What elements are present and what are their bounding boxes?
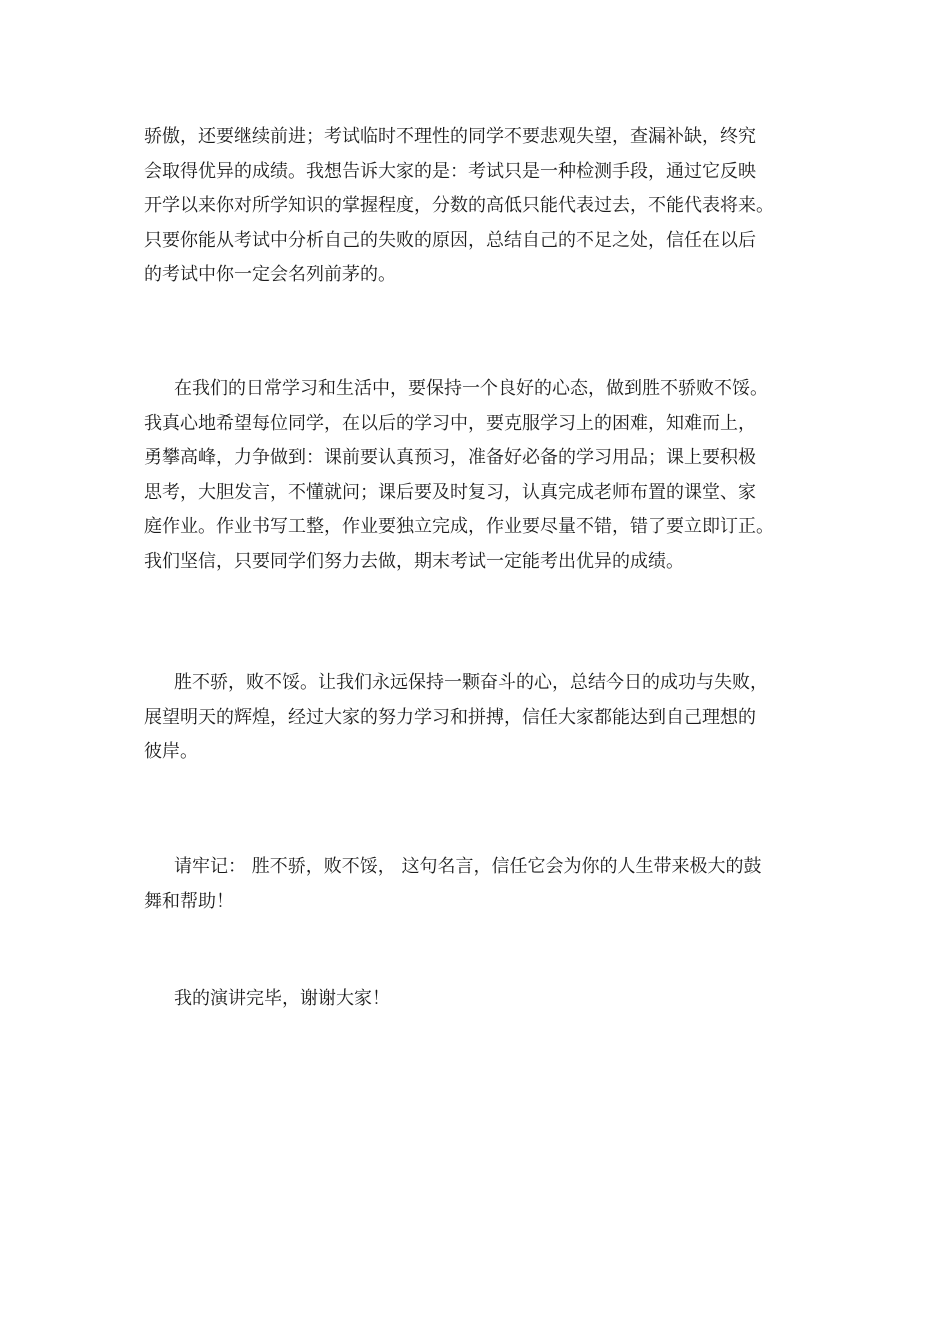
paragraph-line: 舞和帮助！	[144, 890, 234, 912]
paragraph-line: 思考，大胆发言，不懂就问；课后要及时复习，认真完成老师布置的课堂、家	[144, 481, 756, 503]
paragraph-line: 我真心地希望每位同学，在以后的学习中，要克服学习上的困难，知难而上，	[144, 412, 756, 434]
paragraph-line: 勇攀高峰，力争做到：课前要认真预习，准备好必备的学习用品；课上要积极	[144, 447, 756, 468]
paragraph-line: 在我们的日常学习和生活中，要保持一个良好的心态，做到胜不骄败不馁。	[174, 378, 768, 399]
paragraph-line: 骄傲，还要继续前进；考试临时不理性的同学不要悲观失望，查漏补缺，终究	[144, 126, 756, 147]
paragraph-line: 胜不骄，败不馁。让我们永远保持一颗奋斗的心，总结今日的成功与失败，	[174, 672, 768, 693]
paragraph-line: 我们坚信，只要同学们努力去做，期末考试一定能考出优异的成绩。	[144, 550, 684, 572]
paragraph-line: 的考试中你一定会名列前茅的。	[144, 264, 396, 285]
paragraph-line: 庭作业。作业书写工整，作业要独立完成，作业要尽量不错，错了要立即订正。	[144, 516, 774, 537]
paragraph-line: 彼岸。	[144, 741, 198, 762]
paragraph-line: 我的演讲完毕，谢谢大家！	[174, 988, 390, 1009]
paragraph-line: 只要你能从考试中分析自己的失败的原因，总结自己的不足之处，信任在以后	[144, 229, 756, 251]
paragraph-line: 请牢记： 胜不骄，败不馁， 这句名言，信任它会为你的人生带来极大的鼓	[174, 856, 762, 877]
paragraph-study-attitude	[144, 372, 812, 579]
paragraph-closing	[144, 982, 812, 1017]
paragraph-line: 展望明天的辉煌，经过大家的努力学习和拼搏，信任大家都能达到自己理想的	[144, 706, 756, 728]
paragraph-continuation	[144, 120, 812, 293]
paragraph-line: 开学以来你对所学知识的掌握程度，分数的高低只能代表过去，不能代表将来。	[144, 195, 774, 216]
paragraph-motto	[144, 850, 812, 919]
paragraph-line: 会取得优异的成绩。我想告诉大家的是：考试只是一种检测手段，通过它反映	[144, 160, 756, 182]
paragraph-encouragement	[144, 666, 812, 770]
